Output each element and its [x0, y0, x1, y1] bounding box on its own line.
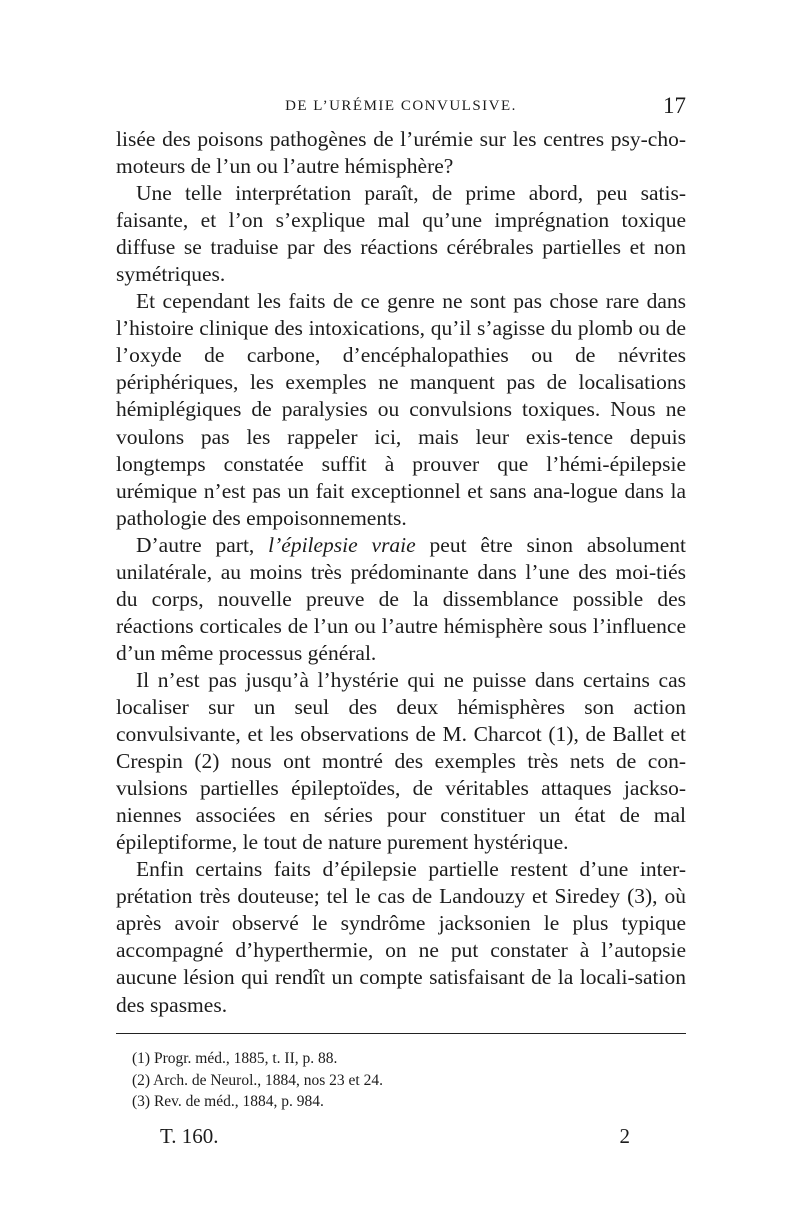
paragraph-2-text: Une telle interprétation paraît, de prime abord, peu satis-faisante, et l’on s’explique mal qu’une imprégnation toxique diffuse se traduise par des réactions cérébrales partielles et non symétriques.	[116, 181, 686, 287]
paragraph-5-text: Il n’est pas jusqu’à l’hystérie qui ne puisse dans certains cas localiser sur un seul des deux hémisphères son action convulsivante, et les observations de M. Charcot (1), de Ballet et Crespin (2) nous ont montré des exemples très nets de con-vulsions partielles épileptoïdes, de véritables attaques jackso-niennes associées en séries pour constituer un état de mal épileptiforme, le tout de nature purement hystérique.	[116, 667, 686, 855]
running-title: DE L’URÉMIE CONVULSIVE.	[285, 98, 517, 114]
footnote-3: (3) Rev. de méd., 1884, p. 984.	[132, 1093, 324, 1110]
paragraph-1	[116, 126, 686, 180]
paragraph-4-italic-term: l’épilepsie vraie	[268, 532, 416, 557]
footnote-2: (2) Arch. de Neurol., 1884, nos 23 et 24.	[132, 1071, 383, 1089]
paragraph-4-text-b: peut être sinon absolument unilatérale, au moins très prédominante dans l’une des moi-tiés du corps, nouvelle preuve de la dissemblance possible des réactions corticales de l’un ou l’autre hémisphère sous l’influence d’un même processus général.	[116, 532, 686, 665]
footnotes	[132, 1048, 672, 1113]
paragraph-2	[116, 180, 686, 288]
running-head	[116, 93, 686, 123]
footnote-1: (1) Progr. méd., 1885, t. II, p. 88.	[132, 1050, 338, 1067]
footnote-rule	[116, 1033, 686, 1034]
paragraph-3	[116, 288, 686, 531]
gathering-number: 2	[619, 1124, 630, 1148]
paragraph-6	[116, 856, 686, 1018]
paragraph-4	[116, 532, 686, 667]
paragraph-6-text: Enfin certains faits d’épilepsie partielle restent d’une inter-prétation très douteuse; tel le cas de Landouzy et Siredey (3), où après avoir observé le syndrôme jacksonien le plus typique accompagné d’hyperthermie, on ne put constater à l’autopsie aucune lésion qui rendît un compte satisfaisant de la locali-sation des spasmes.	[116, 857, 686, 1017]
page-footer	[160, 1124, 630, 1154]
paragraph-3-text: Et cependant les faits de ce genre ne sont pas chose rare dans l’histoire clinique des intoxications, qu’il s’agisse du plomb ou de l’oxyde de carbone, d’encéphalopathies ou de névrites périphériques, les exemples ne manquent pas de localisations hémiplégiques de paralysies ou convulsions toxiques. Nous ne voulons pas les rappeler ici, mais leur exis-tence depuis longtemps constatée suffit à prouver que l’hémi-épilepsie urémique n’est pas un fait exceptionnel et sans ana-logue dans la pathologie des empoisonnements.	[116, 289, 686, 530]
paragraph-4-text-a: D’autre part,	[136, 532, 269, 557]
paragraph-1-text: lisée des poisons pathogènes de l’urémie sur les centres psy-cho-moteurs de l’un ou l’autre hémisphère?	[116, 127, 686, 179]
body-text	[116, 126, 686, 1019]
page-number: 17	[663, 93, 686, 118]
paragraph-5	[116, 667, 686, 856]
signature-mark: T. 160.	[160, 1124, 219, 1148]
